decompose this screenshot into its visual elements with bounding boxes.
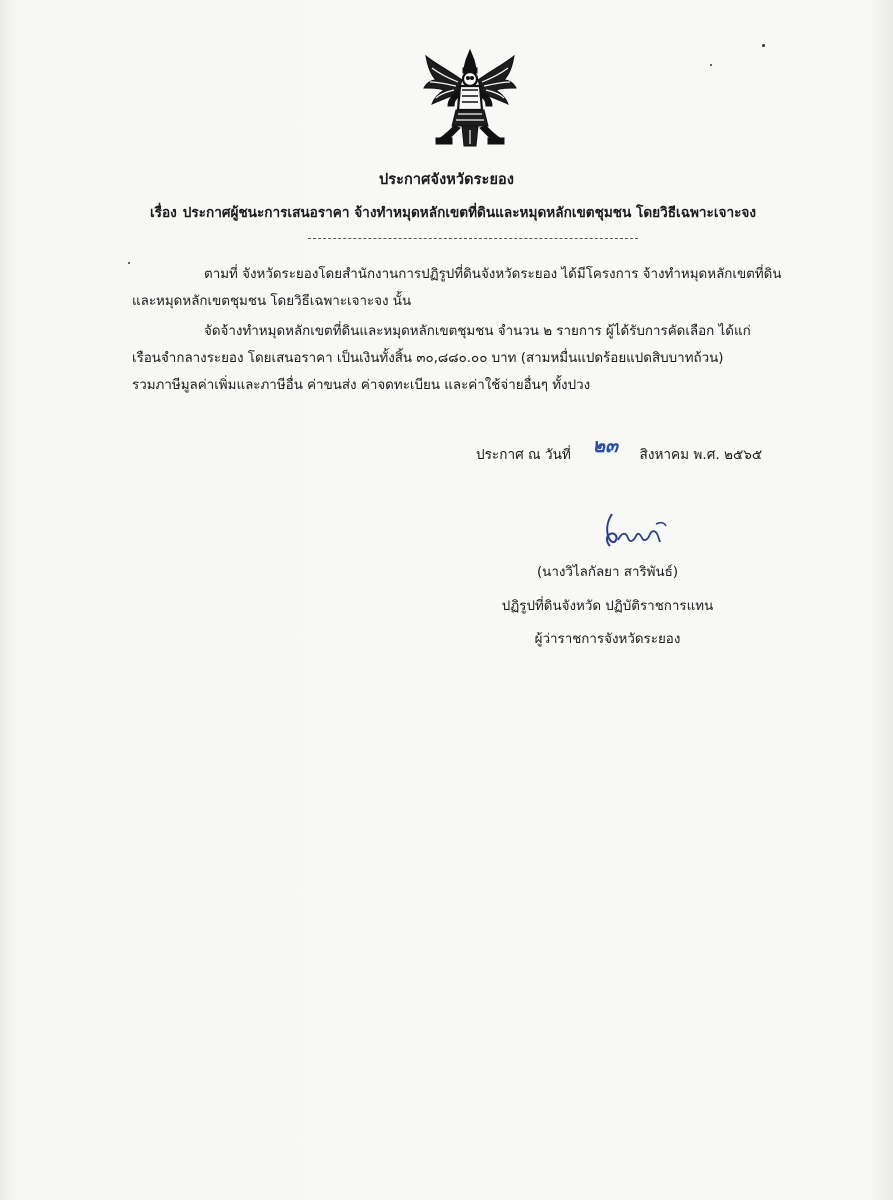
date-prefix: ประกาศ ณ วันที่: [476, 447, 571, 463]
paragraph-1-line-1: ตามที่ จังหวัดระยองโดยสำนักงานการปฏิรูปที่ดินจังหวัดระยอง ได้มีโครงการ จ้างทำหมุดหลักเขตที่ดิน: [204, 267, 782, 282]
paragraph-2-line-2: เรือนจำกลางระยอง โดยเสนอราคา เป็นเงินทั้งสิ้น ๓๐,๘๘๐.๐๐ บาท (สามหมื่นแปดร้อยแปดสิบบาทถ้วน): [132, 351, 724, 366]
date-month-year: สิงหาคม พ.ศ. ๒๕๖๕: [639, 447, 763, 463]
subject-label: เรื่อง: [150, 205, 177, 221]
date-day-handwritten: ๒๓: [592, 435, 618, 457]
signer-position-1: ปฏิรูปที่ดินจังหวัด ปฏิบัติราชการแทน: [501, 599, 714, 614]
scan-speck: [762, 44, 765, 47]
signer-position-2: ผู้ว่าราชการจังหวัดระยอง: [534, 632, 681, 647]
scan-speck: [710, 64, 712, 66]
scan-speck: [128, 262, 130, 264]
paragraph-2-line-3: รวมภาษีมูลค่าเพิ่มและภาษีอื่น ค่าขนส่ง ค่าจดทะเบียน และค่าใช้จ่ายอื่นๆ ทั้งปวง: [132, 378, 591, 393]
document-title: ประกาศจังหวัดระยอง: [378, 172, 515, 188]
separator-rule: [308, 238, 638, 239]
paragraph-1-line-2: และหมุดหลักเขตชุมชน โดยวิธีเฉพาะเจาะจง นั้น: [132, 294, 412, 309]
signer-name: (นางวิไลกัลยา สาริพันธ์): [536, 565, 679, 580]
paragraph-2-line-1: จัดจ้างทำหมุดหลักเขตที่ดินและหมุดหลักเขตชุมชน จำนวน ๒ รายการ ผู้ได้รับการคัดเลือก ได้แก่: [204, 324, 751, 339]
subject-text: ประกาศผู้ชนะการเสนอราคา จ้างทำหมุดหลักเขตที่ดินและหมุดหลักเขตชุมชน โดยวิธีเฉพาะเจาะจง: [182, 205, 757, 221]
handwritten-signature: [592, 510, 672, 554]
announcement-date: [476, 435, 763, 468]
subject-line: [150, 201, 756, 223]
garuda-emblem-icon: [418, 46, 522, 152]
